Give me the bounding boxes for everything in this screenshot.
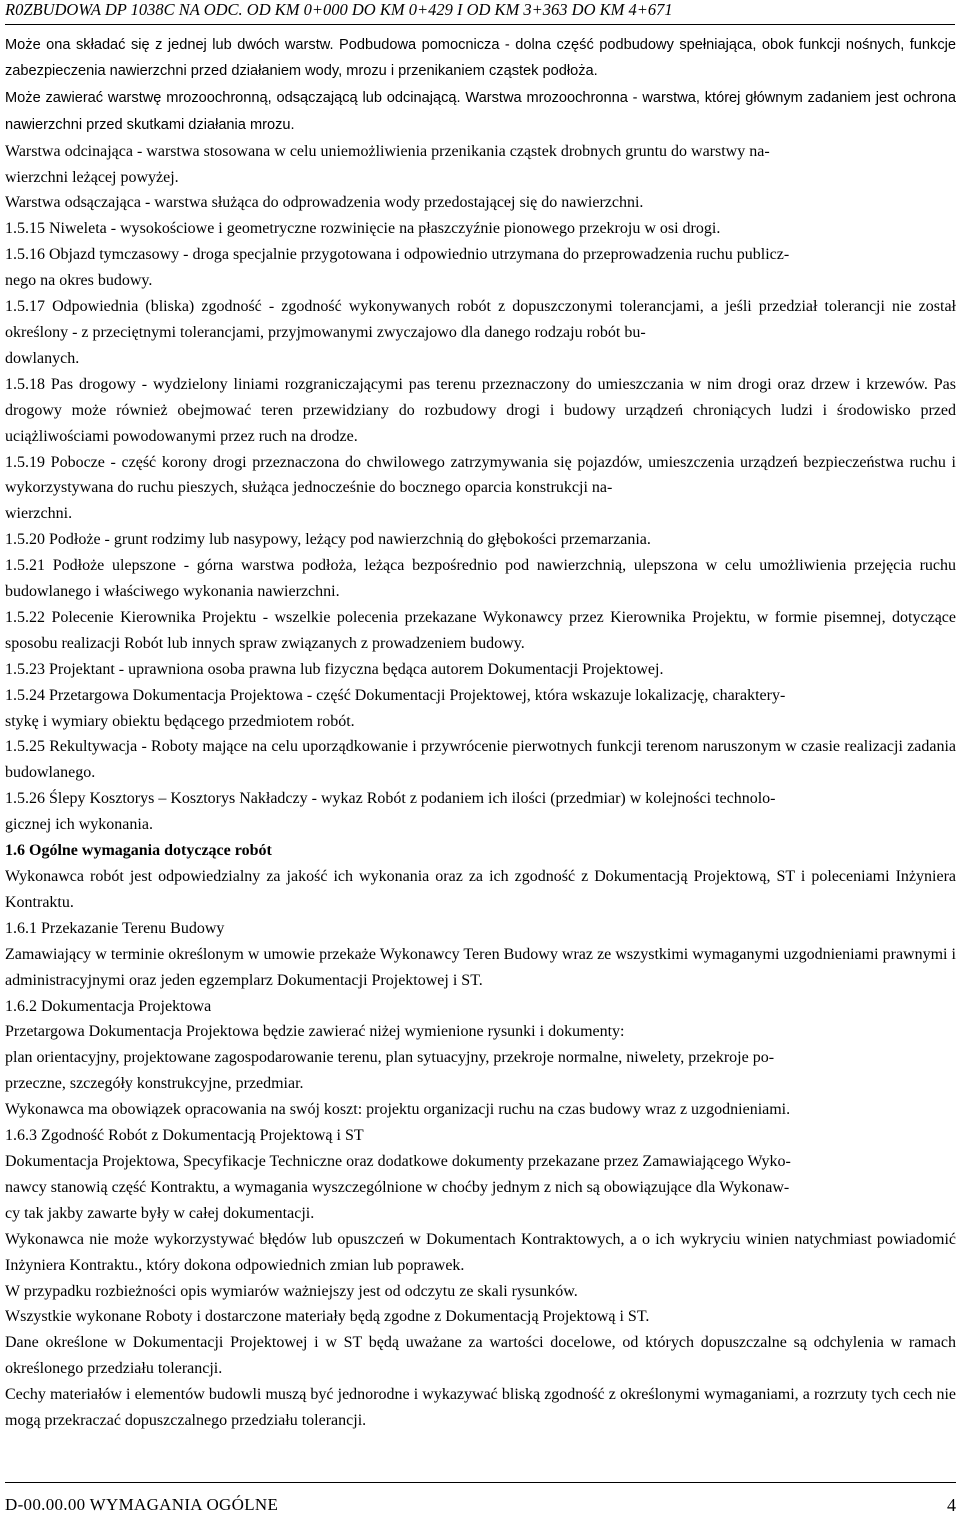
footer-page-number: 4 — [947, 1495, 956, 1515]
paragraph-frost-layer — [5, 85, 956, 139]
paragraph-drawings-list: plan orientacyjny, projektowane zagospodarowanie terenu, plan sytuacyjny, przekroje normalne, niwelety, przekroje po- przeczne, szczegóły konstrukcyjne, przedmiar. — [5, 1049, 775, 1093]
paragraph-traffic-organization: Wykonawca ma obowiązek opracowania na swój koszt: projektu organizacji ruchu na czas budowy wraz z uzgodnieniami. — [5, 1101, 791, 1119]
paragraph-site-handover: Zamawiający w terminie określonym w umowie przekaże Wykonawcy Teren Budowy wraz ze wszystkimi wymaganymi uzgodnieniami prawnymi i administracyjnymi oraz jeden egzemplarz Dokumentacji Projektowej i ST. — [5, 945, 956, 989]
paragraph-errors-omissions: Wykonawca nie może wykorzystywać błędów lub opuszczeń w Dokumentach Kontraktowych, a o ich wykryciu winien natychmiast powiadomić Inżyniera Kontraktu., który dokona odpowiednich zmian lub poprawek. — [5, 1230, 956, 1274]
paragraph-dimension-priority: W przypadku rozbieżności opis wymiarów ważniejszy jest od odczytu ze skali rysunków. — [5, 1282, 578, 1300]
definition-1-5-16: 1.5.16 Objazd tymczasowy - droga specjalnie przygotowana i odpowiednio utrzymana do przeprowadzenia ruchu publicz- nego na okres budowy. — [5, 246, 790, 290]
paragraph-target-values: Dane określone w Dokumentacji Projektowej i w ST będą uważane za wartości docelowe, od których dopuszczalne są odchylenia w ramach określonego przedziału tolerancji. — [5, 1334, 956, 1378]
definition-1-5-21: 1.5.21 Podłoże ulepszone - górna warstwa podłoża, leżąca bezpośrednio pod nawierzchnią, ulepszona w celu umożliwienia przejęcia ruchu budowlanego i właściwego wykonania nawierzchni. — [5, 557, 956, 601]
paragraph-material-uniformity: Cechy materiałów i elementów budowli muszą być jednorodne i wykazywać bliską zgodność z określonymi wymaganiami, a rozrzuty tych cech nie mogą przekraczać dopuszczalnego przedziału tolerancji. — [5, 1386, 956, 1430]
running-header-title: R0ZBUDOWA DP 1038C NA ODC. OD KM 0+000 DO KM 0+429 I OD KM 3+363 DO KM 4+671 — [5, 0, 673, 19]
definition-1-5-26: 1.5.26 Ślepy Kosztorys – Kosztorys Nakładczy - wykaz Robót z podaniem ich ilości (przedmiar) w kolejności technolo- gicznej ich wykonania. — [5, 790, 776, 834]
definition-1-5-18: 1.5.18 Pas drogowy - wydzielony liniami rozgraniczającymi pas terenu przeznaczony do umieszczania w nim drogi oraz drzew i krzewów. Pas drogowy może również obejmować teren przewidziany do rozbudowy drogi i budowy urządzeń chroniących ludzi i środowisko przed uciążliwościami powodowanymi przez ruch na drodze. — [5, 375, 956, 445]
definition-1-5-15: 1.5.15 Niweleta - wysokościowe i geometryczne rozwinięcie na płaszczyźnie pionowego przekroju w osi drogi. — [5, 220, 721, 238]
paragraph-tender-documentation: Przetargowa Dokumentacja Projektowa będzie zawierać niżej wymienione rysunki i dokumenty: — [5, 1023, 625, 1041]
definition-1-5-20: 1.5.20 Podłoże - grunt rodzimy lub nasypowy, leżący pod nawierzchnią do głębokości przemarzania. — [5, 531, 651, 549]
document-body — [5, 33, 956, 1434]
definition-1-5-19: 1.5.19 Pobocze - część korony drogi przeznaczona do chwilowego zatrzymywania się pojazdów, umieszczenia urządzeń bezpieczeństwa ruchu i wykorzystywana do ruchu pieszych, służąca jednocześnie do bocznego oparcia konstrukcji na- wierzchni. — [5, 453, 956, 523]
definition-1-5-25: 1.5.25 Rekultywacja - Roboty mające na celu uporządkowanie i przywrócenie pierwotnych funkcji terenom naruszonym w czasie realizacji zadania budowlanego. — [5, 738, 956, 782]
subsection-title-1-6-2: 1.6.2 Dokumentacja Projektowa — [5, 997, 212, 1015]
definition-1-5-23: 1.5.23 Projektant - uprawniona osoba prawna lub fizyczna będąca autorem Dokumentacji Projektowej. — [5, 660, 664, 678]
paragraph-contract-documents: Dokumentacja Projektowa, Specyfikacje Techniczne oraz dodatkowe dokumenty przekazane przez Zamawiającego Wyko- nawcy stanowią część Kontraktu, a wymagania wyszczególnione w choćby jednym z nich są obowiązujące dla Wykonaw- cy tak jakby zawarte były w całej dokumentacji. — [5, 1152, 791, 1222]
section-heading-1-6: 1.6 Ogólne wymagania dotyczące robót — [5, 842, 272, 860]
footer-divider — [5, 1482, 956, 1483]
footer-document-code: D-00.00.00 WYMAGANIA OGÓLNE — [5, 1495, 279, 1514]
definition-1-5-24: 1.5.24 Przetargowa Dokumentacja Projektowa - część Dokumentacji Projektowej, która wskazuje lokalizację, charaktery- stykę i wymiary obiektu będącego przedmiotem robót. — [5, 686, 786, 730]
paragraph-frost-layer-lead: Może zawierać warstwę mrozoochronną, odsączającą lub odcinającą. — [5, 89, 461, 106]
paragraph-works-compliance: Wszystkie wykonane Roboty i dostarczone materiały będą zgodne z Dokumentacją Projektową i ST. — [5, 1308, 650, 1326]
page-footer — [5, 1482, 956, 1518]
paragraph-frost-layer-rest: Warstwa mrozoochronna - warstwa, której głównym zadaniem jest ochrona nawierzchni przed skutkami działania mrozu. — [5, 89, 956, 133]
running-header — [5, 0, 955, 25]
subsection-title-1-6-1: 1.6.1 Przekazanie Terenu Budowy — [5, 919, 225, 937]
definition-1-5-17: 1.5.17 Odpowiednia (bliska) zgodność - zgodność wykonywanych robót z dopuszczonymi tolerancjami, a jeśli przedział tolerancji nie został określony - z przeciętnymi tolerancjami, przyjmowanymi zwyczajowo dla danego rodzaju robót bu- dowlanych. — [5, 298, 956, 367]
definition-1-5-22: 1.5.22 Polecenie Kierownika Projektu - wszelkie polecenia przekazane Wykonawcy przez Kierownika Projektu, w formie pisemnej, dotyczące sposobu realizacji Robót lub innych spraw związanych z prowadzeniem budowy. — [5, 608, 956, 652]
subsection-title-1-6-3: 1.6.3 Zgodność Robót z Dokumentacją Projektową i ST — [5, 1127, 364, 1145]
paragraph-cutoff-layer: Warstwa odcinająca - warstwa stosowana w celu uniemożliwienia przenikania cząstek drobnych gruntu do warstwy na- wierzchni leżącej powyżej. — [5, 142, 770, 186]
paragraph-drainage-layer: Warstwa odsączająca - warstwa służąca do odprowadzenia wody przedostającej się do nawierzchni. — [5, 194, 644, 212]
paragraph-contractor-responsibility: Wykonawca robót jest odpowiedzialny za jakość ich wykonania oraz za ich zgodność z Dokumentacją Projektową, ST i poleceniami Inżyniera Kontraktu. — [5, 868, 956, 911]
paragraph-base-layers: Może ona składać się z jednej lub dwóch warstw. Podbudowa pomocnicza - dolna część podbudowy spełniająca, obok funkcji nośnych, funkcje zabezpieczenia nawierzchni przed działaniem wody, mrozu i przenikaniem cząstek podłoża. — [5, 37, 956, 79]
